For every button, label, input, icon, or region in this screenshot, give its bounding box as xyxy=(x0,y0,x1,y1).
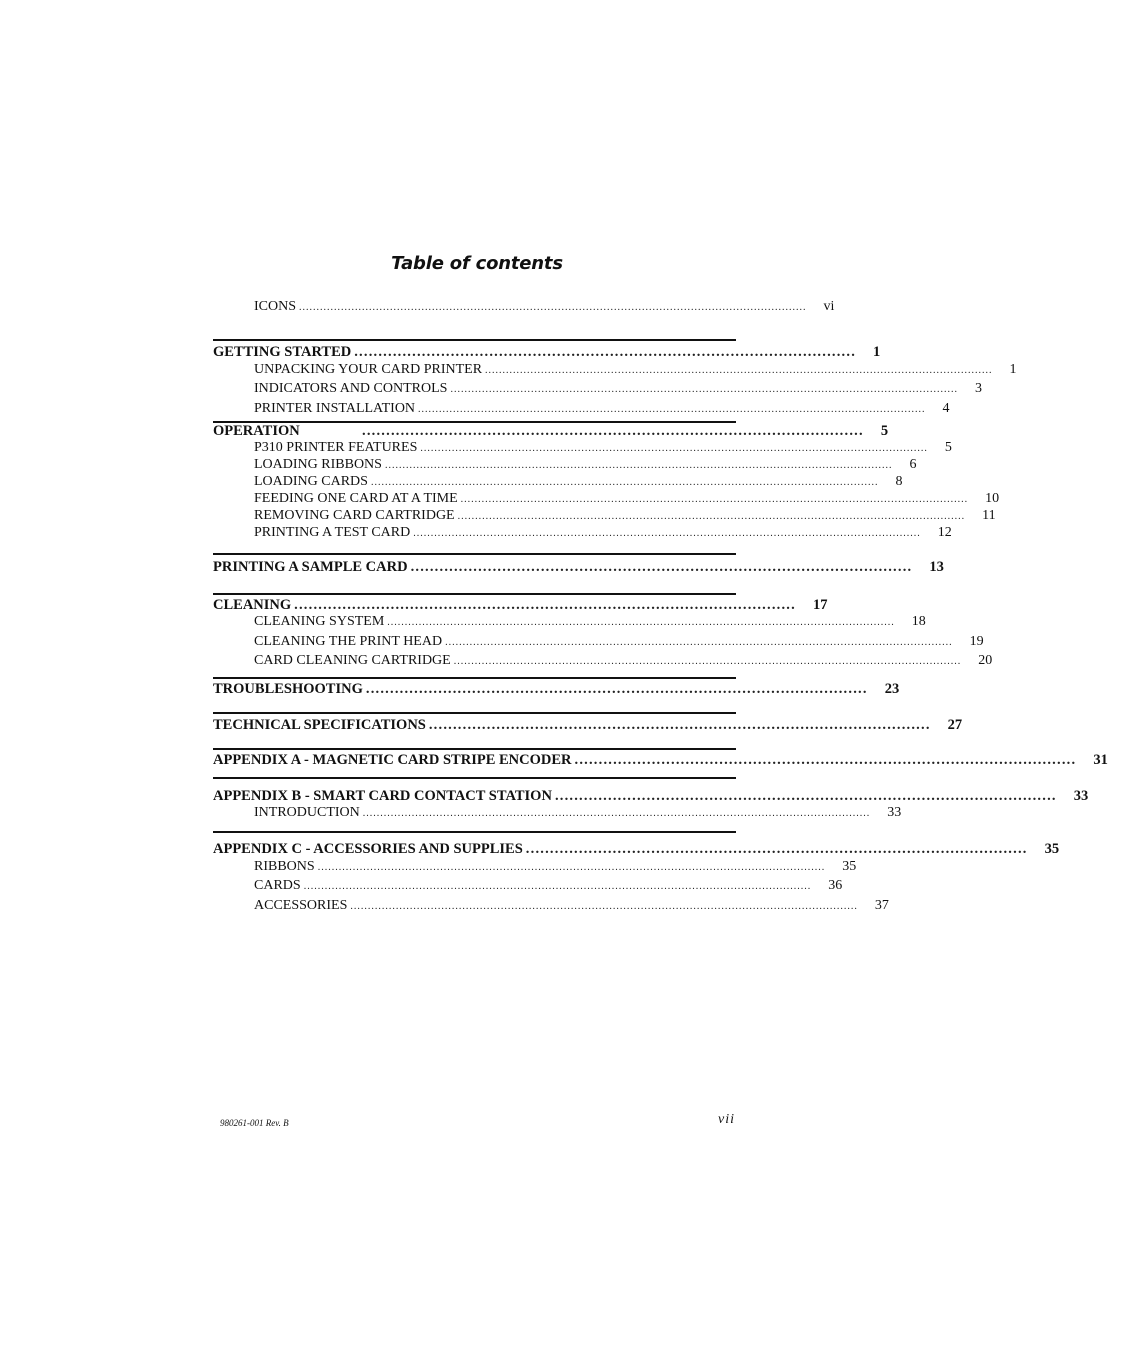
toc-section-page: 35 xyxy=(1044,841,1060,857)
toc-entry[interactable] xyxy=(213,440,952,456)
toc-entry-page: 36 xyxy=(828,878,843,893)
toc-entry[interactable] xyxy=(213,381,982,397)
dot-leader: ................................................................................................................................................. xyxy=(370,477,879,488)
toc-section-technical-specifications[interactable] xyxy=(213,717,963,734)
toc-entry-label: CARDS xyxy=(254,878,301,893)
toc-entry-label: CLEANING SYSTEM xyxy=(254,614,385,629)
toc-entry[interactable] xyxy=(213,508,996,524)
dot-leader: ................................................................................................................................................. xyxy=(420,443,928,454)
toc-entry[interactable] xyxy=(213,878,843,894)
dot-leader: ........................................................................................................ xyxy=(354,344,857,360)
toc-section-label: OPERATION xyxy=(213,423,300,439)
section-divider xyxy=(213,553,736,555)
section-divider xyxy=(213,593,736,595)
toc-section-page: 27 xyxy=(947,717,963,733)
toc-section-page: 31 xyxy=(1093,752,1108,768)
section-divider xyxy=(213,777,736,779)
toc-section-page: 1 xyxy=(873,344,881,360)
section-divider xyxy=(213,831,736,833)
dot-leader: ................................................................................................................................................. xyxy=(362,808,871,819)
toc-entry[interactable] xyxy=(213,634,984,650)
toc-section-page: 23 xyxy=(884,681,900,697)
toc-section-cleaning[interactable] xyxy=(213,597,828,614)
toc-entry-page: 18 xyxy=(911,614,926,629)
toc-section-getting-started[interactable] xyxy=(213,344,881,361)
toc-entry-page: 1 xyxy=(1009,362,1017,377)
toc-entry-label: INDICATORS AND CONTROLS xyxy=(254,381,448,396)
toc-section-page: 33 xyxy=(1073,788,1089,804)
section-divider xyxy=(213,339,736,341)
toc-entry[interactable] xyxy=(213,614,926,630)
section-divider xyxy=(213,677,736,679)
toc-entry-label: ACCESSORIES xyxy=(254,898,348,913)
toc-section-label: APPENDIX A - MAGNETIC CARD STRIPE ENCODER xyxy=(213,752,572,768)
toc-entry[interactable] xyxy=(213,859,857,875)
section-divider xyxy=(213,748,736,750)
toc-entry-page: 12 xyxy=(937,525,952,540)
toc-section-label: GETTING STARTED xyxy=(213,344,352,360)
dot-leader: ................................................................................................................................................. xyxy=(450,384,958,395)
dot-leader: ........................................................................................................ xyxy=(294,597,796,613)
toc-entry-page: 33 xyxy=(887,805,902,820)
toc-section-label: PRINTING A SAMPLE CARD xyxy=(213,559,408,575)
toc-entry-label: INTRODUCTION xyxy=(254,805,360,820)
toc-entry-label: CLEANING THE PRINT HEAD xyxy=(254,634,443,649)
toc-entry[interactable] xyxy=(213,362,1017,378)
toc-entry-page: 11 xyxy=(982,508,996,523)
toc-entry[interactable] xyxy=(213,474,903,490)
toc-section-operation[interactable] xyxy=(213,423,889,440)
toc-entry-page: 4 xyxy=(942,401,950,416)
toc-entry-page: 10 xyxy=(985,491,1000,506)
page-number: vii xyxy=(718,1112,735,1127)
dot-leader: ........................................................................................................ xyxy=(365,681,868,697)
dot-leader: ........................................................................................................ xyxy=(410,559,913,575)
toc-section-sample-card[interactable] xyxy=(213,559,944,576)
toc-entry-page: 37 xyxy=(874,898,889,913)
toc-entry-page: 20 xyxy=(978,653,993,668)
dot-leader: ........................................................................................................ xyxy=(525,841,1028,857)
dot-leader: ................................................................................................................................................. xyxy=(413,528,921,539)
toc-entry[interactable] xyxy=(213,401,950,417)
toc-entry-label: RIBBONS xyxy=(254,859,315,874)
dot-leader: ................................................................................................................................................. xyxy=(453,656,962,667)
toc-entry[interactable] xyxy=(213,525,952,541)
dot-leader: ................................................................................................................................................. xyxy=(445,637,953,648)
toc-entry-page: 8 xyxy=(895,474,903,489)
toc-section-troubleshooting[interactable] xyxy=(213,681,900,698)
dot-leader: ................................................................................................................................................. xyxy=(387,617,895,628)
dot-leader: ........................................................................................................ xyxy=(428,717,931,733)
dot-leader: ................................................................................................................................................. xyxy=(418,404,926,415)
toc-entry-label: FEEDING ONE CARD AT A TIME xyxy=(254,491,458,506)
dot-leader: ................................................................................................................................................. xyxy=(303,881,812,892)
toc-section-label: CLEANING xyxy=(213,597,292,613)
toc-entry-page: 19 xyxy=(969,634,984,649)
toc-entry-page: 5 xyxy=(944,440,952,455)
dot-leader: ................................................................................................................................................. xyxy=(317,862,826,873)
toc-entry-label: PRINTING A TEST CARD xyxy=(254,525,411,540)
dot-leader: ................................................................................................................................................. xyxy=(299,302,807,313)
toc-section-page: 5 xyxy=(880,423,889,439)
toc-entry-page: vi xyxy=(823,299,835,314)
toc-section-label: APPENDIX B - SMART CARD CONTACT STATION xyxy=(213,788,552,804)
toc-entry[interactable] xyxy=(213,653,993,669)
toc-entry-label: LOADING RIBBONS xyxy=(254,457,382,472)
toc-section-label: APPENDIX C - ACCESSORIES AND SUPPLIES xyxy=(213,841,523,857)
toc-entry-label: LOADING CARDS xyxy=(254,474,368,489)
toc-entry-label: CARD CLEANING CARTRIDGE xyxy=(254,653,451,668)
dot-leader: ................................................................................................................................................. xyxy=(350,901,858,912)
dot-leader: ................................................................................................................................................. xyxy=(384,460,893,471)
document-number: 980261-001 Rev. B xyxy=(220,1118,289,1128)
toc-entry[interactable] xyxy=(213,805,902,821)
toc-entry-page: 35 xyxy=(842,859,857,874)
toc-section-label: TROUBLESHOOTING xyxy=(213,681,363,697)
toc-entry-page: 6 xyxy=(909,457,917,472)
toc-section-page: 17 xyxy=(812,597,828,613)
toc-entry[interactable] xyxy=(213,457,917,473)
toc-section-appendix-a[interactable] xyxy=(213,752,1108,769)
toc-section-page: 13 xyxy=(929,559,944,575)
toc-entry[interactable] xyxy=(213,898,889,914)
toc-section-appendix-c[interactable] xyxy=(213,841,1060,858)
toc-section-appendix-b[interactable] xyxy=(213,788,1089,805)
toc-entry-label: P310 PRINTER FEATURES xyxy=(254,440,418,455)
dot-leader: ................................................................................................................................................. xyxy=(460,494,969,505)
toc-section-label: TECHNICAL SPECIFICATIONS xyxy=(213,717,426,733)
dot-leader: ........................................................................................................ xyxy=(554,788,1057,804)
toc-entry[interactable] xyxy=(213,491,1000,507)
toc-entry-label: REMOVING CARD CARTRIDGE xyxy=(254,508,455,523)
dot-leader: ........................................................................................................ xyxy=(362,423,864,439)
dot-leader: ................................................................................................................................................. xyxy=(485,365,993,376)
page-title: Table of contents xyxy=(391,253,563,274)
toc-entry-icons[interactable] xyxy=(213,299,835,315)
dot-leader: ........................................................................................................ xyxy=(574,752,1077,768)
toc-entry-label: PRINTER INSTALLATION xyxy=(254,401,416,416)
toc-entry-label: ICONS xyxy=(254,299,297,314)
toc-entry-label: UNPACKING YOUR CARD PRINTER xyxy=(254,362,483,377)
section-divider xyxy=(213,712,736,714)
dot-leader: ................................................................................................................................................. xyxy=(457,511,966,522)
toc-entry-page: 3 xyxy=(974,381,982,396)
